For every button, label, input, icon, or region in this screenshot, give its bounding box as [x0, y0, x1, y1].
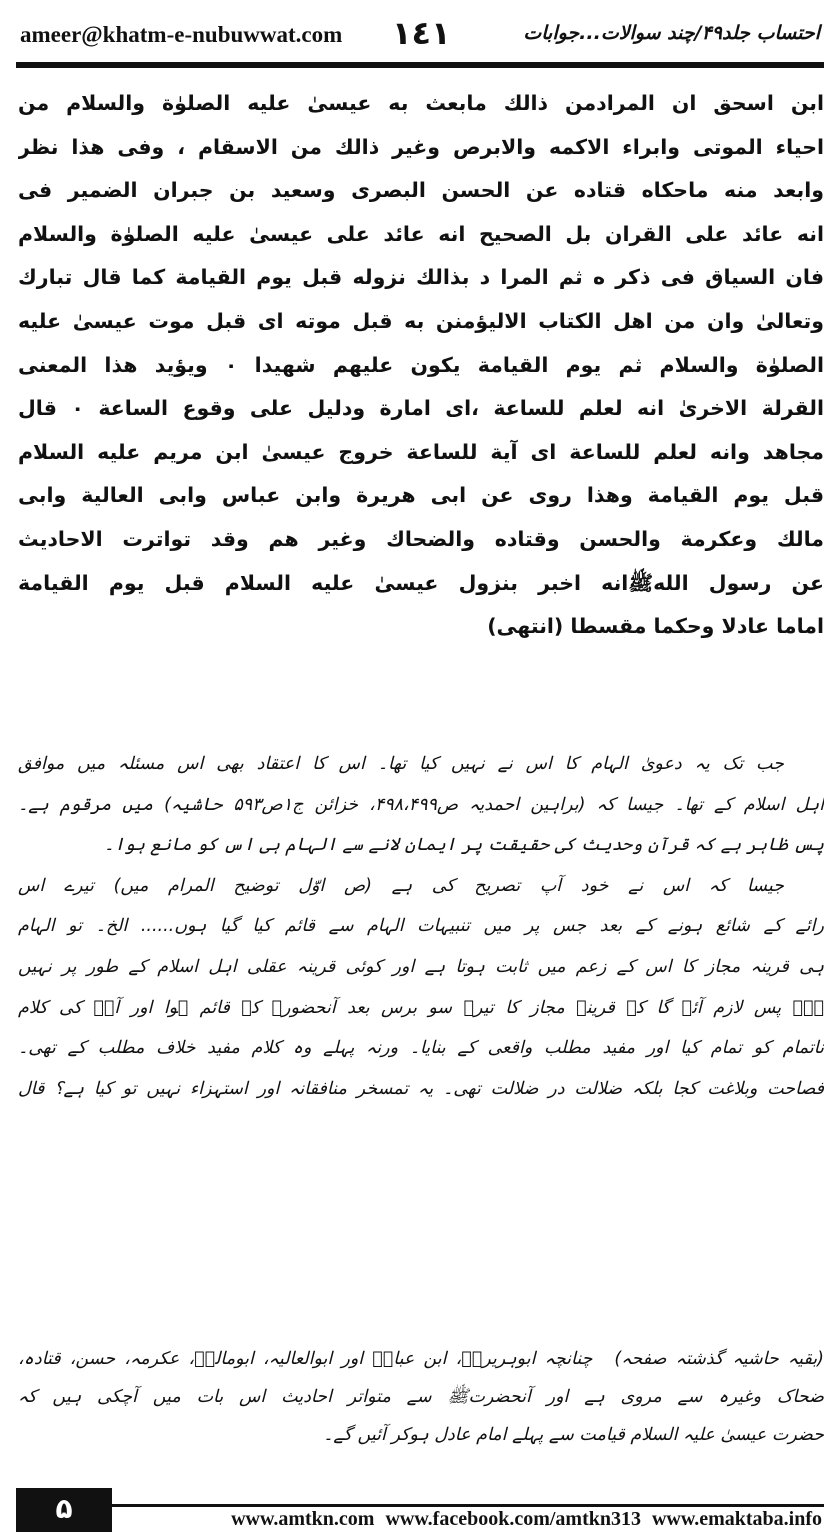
- urdu-line: جب تک یہ دعویٰ الہام کا اس نے نہیں کیا تھا۔ اس کا اعتقاد بھی اس مسئلہ میں موافق: [18, 754, 784, 774]
- header-email: ameer@khatm-e-nubuwwat.com: [20, 22, 343, 47]
- arabic-line: وتعالىٰ وان من اهل الكتاب الاليؤمنن به قبل موته اى قبل موت عيسىٰ عليه: [18, 308, 824, 333]
- arabic-line: قبل يوم القيامة وهذا روى عن ابى هريرة وابن عباس وابى العالية وابى: [18, 483, 824, 508]
- footer-page-box: ۵: [16, 1488, 112, 1532]
- header-page-number: ١٤١: [392, 14, 451, 52]
- footnote-block: [18, 1340, 824, 1454]
- arabic-line: فان السياق فى ذكر ه ثم المرا د بذالك نزوله قبل يوم القيامة كما قال تبارك: [18, 265, 824, 290]
- arabic-line: مجاهد وانه لعلم للساعة اى آية للساعة خروج عيسىٰ ابن مريم عليه السلام: [18, 439, 824, 464]
- arabic-line: احياء الموتى وابراء الاكمه والابرص وغير ذالك من الاسقام ، وفى هذا نظر: [18, 134, 824, 159]
- urdu-line: رائے کے شائع ہونے کے بعد جس پر میں تنبیہات الہام سے قائم کیا گیا ہوں...... الخ۔ تو الہام: [18, 916, 824, 937]
- footer-link-facebook[interactable]: www.facebook.com/amtkn313: [385, 1508, 641, 1530]
- header-title: احتساب جلد۴۹/چند سوالات...جوابات: [523, 22, 820, 44]
- page-header: [16, 14, 824, 58]
- arabic-line: عن رسول اللهﷺانه اخبر بنزول عيسىٰ عليه السلام قبل يوم القيامة: [18, 570, 824, 595]
- footnote-label: (بقیہ حاشیہ گذشتہ صفحہ): [614, 1349, 824, 1369]
- footer-link-amtkn[interactable]: www.amtkn.com: [231, 1508, 375, 1530]
- arabic-line: اماما عادلا وحكما مقسطا (انتهى): [487, 614, 824, 639]
- urdu-line: اہل اسلام کے تھا۔ جیسا کہ (براہین احمدیہ ص۴۹۸،۴۹۹، خزائن ج۱ص۵۹۳ حاشیہ) میں مرقوم ہے۔: [18, 794, 824, 815]
- urdu-line: ہی قرینہ مجاز کا اس کے زعم میں ثابت ہوتا ہے اور کوئی قرینہ عقلی اہل اسلام کے طور پر نہیں: [18, 956, 824, 977]
- footnote-line: [18, 1340, 824, 1378]
- arabic-line: الصلوٰة والسلام ثم يوم القيامة يكون عليهم شهيدا ٠ ويؤيد هذا المعنى: [18, 352, 824, 377]
- urdu-line: جیسا کہ اس نے خود آپ تصریح کی ہے (ص اوّل توضیح المرام میں) تیرے اس: [18, 875, 784, 896]
- footer-links: [112, 1507, 824, 1531]
- arabic-line: مالك وعكرمة والحسن وقتاده والضحاك وغير هم وقد تواترت الاحاديث: [18, 526, 824, 551]
- arabic-line: انه عائد على القران بل الصحيح انه عائد على عيسىٰ عليه الصلوٰة والسلام: [18, 221, 824, 246]
- urdu-line: ہے۔ پس لازم آئے گا کہ قرینہ مجاز کا تیرہ سو برس بعد آنحضورﷺ کے قائم ہوا اور آپؐ کی کلام: [18, 997, 824, 1018]
- footnote-line: ضحاک وغیرہ سے مروی ہے اور آنحضرتﷺ سے متواتر احادیث اس بات میں آچکی ہیں کہ: [18, 1387, 824, 1407]
- footer-bar: [112, 1504, 824, 1532]
- arabic-line: القرلة الاخرىٰ انه لعلم للساعة ،اى امارة ودليل على وقوع الساعة ٠ قال: [18, 396, 824, 421]
- urdu-body-text: [18, 744, 824, 1109]
- urdu-line: پس ظاہر ہے کہ قرآن وحدیث کی حقیقت پر ایمان لانے سے الہام ہی اس کو مانع ہوا۔: [103, 835, 824, 856]
- footnote-line: حضرت عیسیٰ علیہ السلام قیامت سے پہلے امام عادل ہوکر آئیں گے۔: [323, 1425, 824, 1445]
- footnote-text: چنانچہ ابوہریرہؓ، ابن عباسؓ اور ابوالعالیہ، ابومالکؒ، عکرمہ، حسن، قتادہ،: [18, 1349, 593, 1369]
- footer-link-emaktaba[interactable]: www.emaktaba.info: [651, 1508, 822, 1530]
- arabic-line: ابن اسحق ان المرادمن ذالك مابعث به عيسىٰ عليه الصلوٰة والسلام من: [18, 91, 824, 115]
- urdu-line: ناتمام کو تمام کیا اور مفید مطلب واقعی کے بنایا۔ ورنہ پہلے وہ کلام مفید خلاف مطلب کے تھی۔: [18, 1038, 824, 1059]
- arabic-quote-block: [18, 82, 824, 649]
- arabic-line: وابعد منه ماحكاه قتاده عن الحسن البصرى وسعيد بن جبران الضمير فى: [18, 178, 824, 203]
- urdu-line: فصاحت وبلاغت کجا بلکہ ضلالت در ضلالت تھی۔ یہ تمسخر منافقانہ اور استہزاء نہیں تو کیا ہے؟ قال: [18, 1078, 824, 1099]
- header-divider: [16, 62, 824, 68]
